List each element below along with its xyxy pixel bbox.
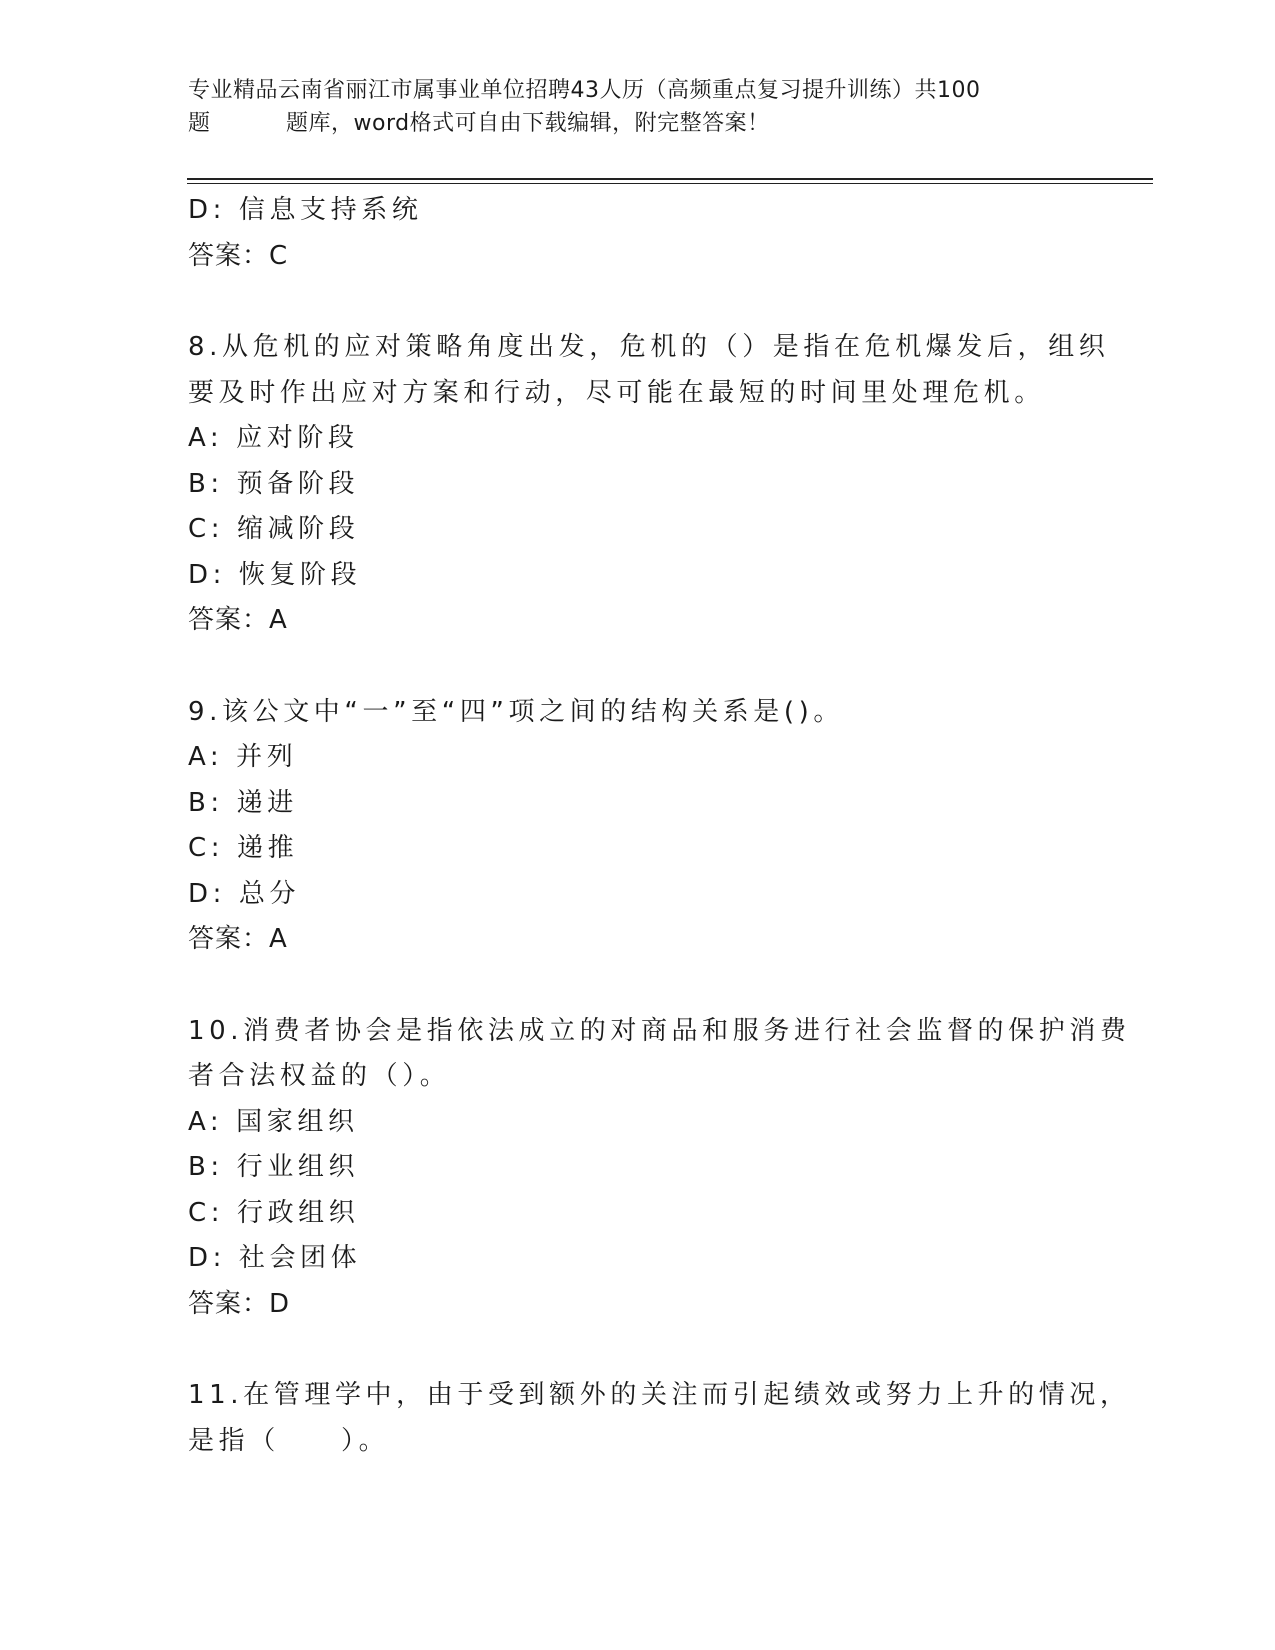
option-b: B: 预备阶段: [188, 468, 360, 499]
option-d: D: 社会团体: [188, 1243, 362, 1273]
question-text-line-1: 11.在管理学中，由于受到额外的关注而引起绩效或努力上升的情况，: [188, 1380, 1131, 1410]
question-8: [188, 325, 1110, 644]
question-9: [188, 690, 1088, 963]
page-header: [188, 74, 1068, 140]
question-text-line-2: 者合法权益的（）。: [188, 1061, 451, 1091]
question-text-line-2: 是指（ ）。: [188, 1425, 390, 1456]
header-title-line-2-start: 题: [188, 111, 211, 136]
header-title-line-1: 专业精品云南省丽江市属事业单位招聘43人历（高频重点复习提升训练）共100: [188, 78, 981, 103]
header-divider-thin: [187, 183, 1153, 184]
question-10: [188, 1009, 1131, 1328]
question-list: [188, 188, 1131, 1464]
option-b: B: 行业组织: [188, 1152, 360, 1182]
question-text-line-1: 10.消费者协会是指依法成立的对商品和服务进行社会监督的保护消费: [188, 1015, 1131, 1046]
answer: 答案：C: [188, 240, 289, 271]
question-text-line-1: 8.从危机的应对策略角度出发，危机的（）是指在危机爆发后，组织: [188, 332, 1110, 362]
header-divider-thick: [187, 178, 1153, 180]
answer: 答案：A: [188, 605, 288, 635]
option-c: C: 行政组织: [188, 1197, 360, 1228]
question-text-line-2: 要及时作出应对方案和行动，尽可能在最短的时间里处理危机。: [188, 377, 1045, 408]
option-a: A: 应对阶段: [188, 423, 359, 453]
question-11: [188, 1373, 1131, 1464]
option-c: C: 递推: [188, 833, 299, 863]
option-d: D: 信息支持系统: [188, 195, 423, 225]
option-d: D: 恢复阶段: [188, 559, 362, 590]
question-7-tail: [188, 188, 1088, 279]
option-a: A: 并列: [188, 742, 298, 772]
answer: 答案：A: [188, 924, 288, 954]
option-b: B: 递进: [188, 787, 298, 818]
question-text-line-1: 9.该公文中“一”至“四”项之间的结构关系是()。: [188, 696, 844, 727]
option-a: A: 国家组织: [188, 1106, 359, 1137]
option-d: D: 总分: [188, 878, 301, 909]
header-title-line-2-rest: 题库，word格式可自由下载编辑，附完整答案！: [286, 111, 770, 136]
option-c: C: 缩减阶段: [188, 514, 360, 544]
header-title-line-2: [188, 107, 1068, 140]
answer: 答案：D: [188, 1288, 291, 1319]
